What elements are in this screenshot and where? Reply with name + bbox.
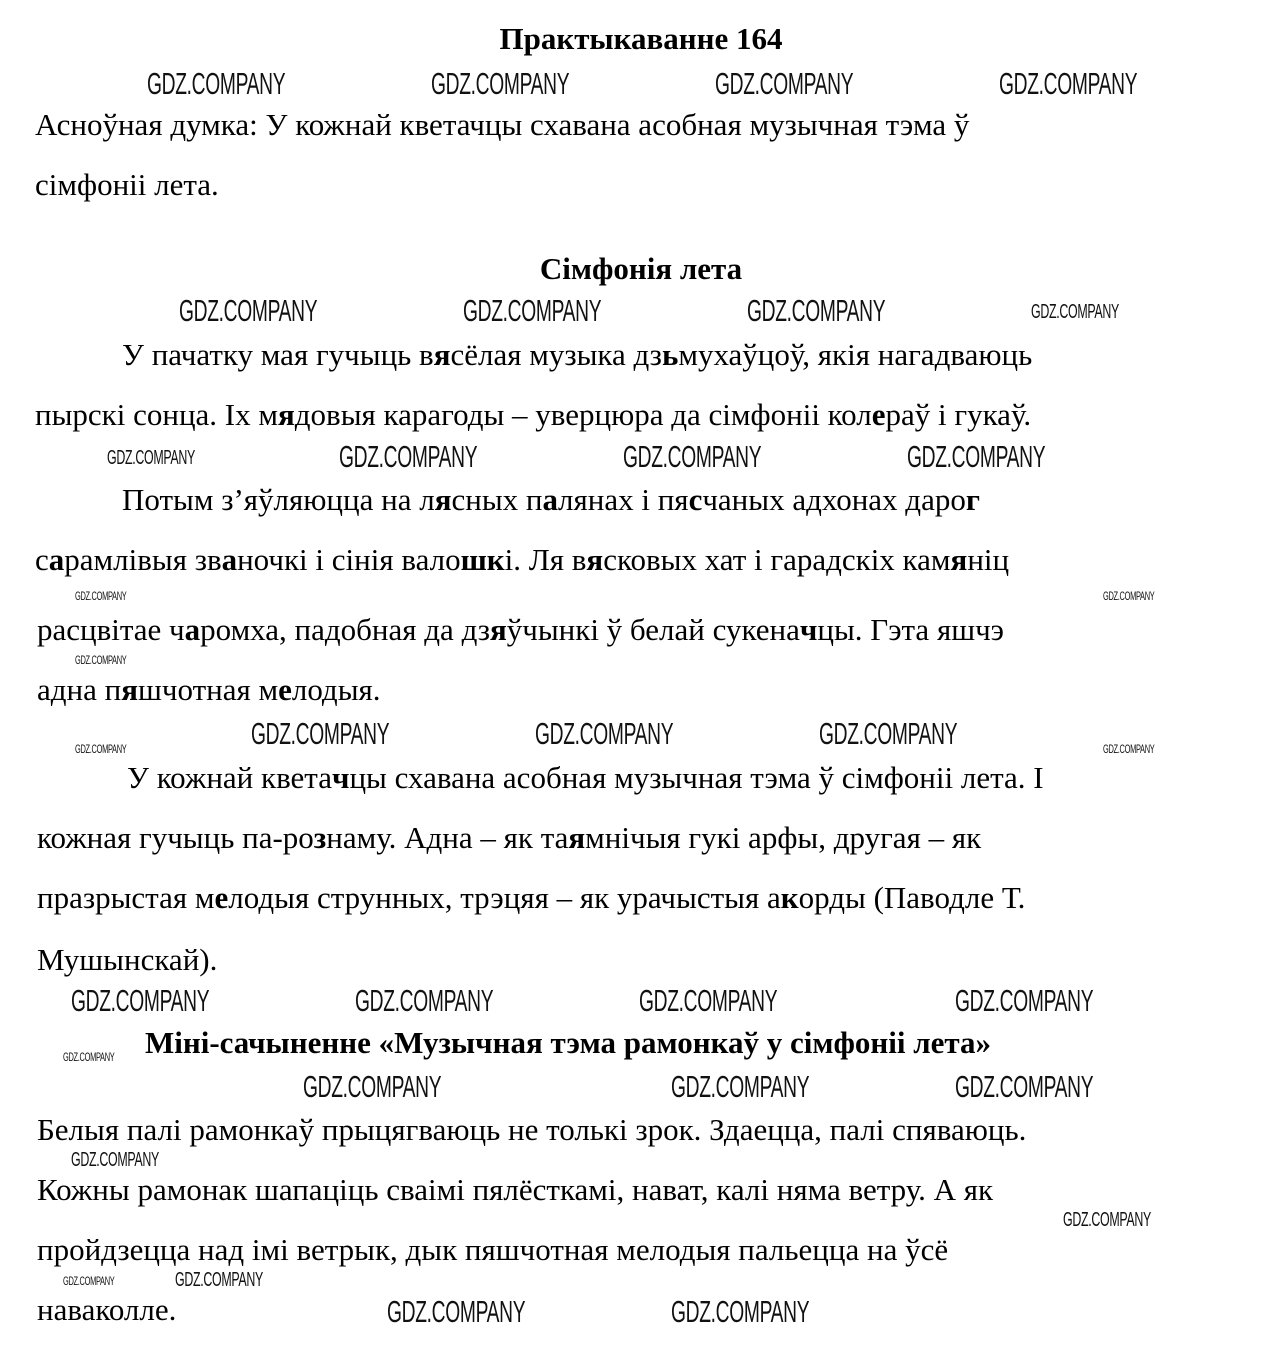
watermark-text: GDZ.COMPANY bbox=[715, 66, 854, 101]
watermark-text: GDZ.COMPANY bbox=[71, 983, 210, 1018]
highlighted-letter: я bbox=[586, 542, 604, 577]
highlighted-letter: е bbox=[278, 672, 292, 707]
essay-line: Кожны рамонак шапаціць сваімі пялёсткамі, нават, калі няма ветру. А як bbox=[37, 1172, 994, 1207]
highlighted-letter: е bbox=[214, 880, 229, 915]
watermark-text: GDZ.COMPANY bbox=[535, 716, 674, 751]
highlighted-letter: з bbox=[313, 820, 327, 855]
watermark-text: GDZ.COMPANY bbox=[819, 716, 958, 751]
watermark-text: GDZ.COMPANY bbox=[251, 716, 390, 751]
watermark-text: GDZ.COMPANY bbox=[387, 1294, 526, 1329]
watermark-text: GDZ.COMPANY bbox=[907, 439, 1046, 474]
watermark-text: GDZ.COMPANY bbox=[71, 1149, 159, 1171]
text-title: Сімфонія лета bbox=[539, 251, 743, 286]
watermark-text: GDZ.COMPANY bbox=[75, 589, 127, 603]
watermark-text: GDZ.COMPANY bbox=[75, 653, 127, 667]
watermark-text: GDZ.COMPANY bbox=[63, 1274, 115, 1288]
highlighted-letter: с bbox=[688, 482, 703, 517]
main-idea-line: Асноўная думка: У кожнай кветачцы схавана асобная музычная тэма ў bbox=[35, 107, 970, 142]
highlighted-letter: а bbox=[184, 612, 201, 647]
text-line: кожная гучыць па-рознаму. Адна – як таямнічыя гукі арфы, другая – як bbox=[37, 820, 982, 855]
text-line: У кожнай кветачцы схавана асобная музычная тэма ў сімфоніі лета. І bbox=[127, 760, 1044, 795]
watermark-text: GDZ.COMPANY bbox=[999, 66, 1138, 101]
watermark-text: GDZ.COMPANY bbox=[179, 293, 318, 328]
highlighted-letter: я bbox=[950, 542, 968, 577]
watermark-text: GDZ.COMPANY bbox=[147, 66, 286, 101]
text-line: Потым з’яўляюцца на лясных палянах і пясчаных адхонах дарог bbox=[122, 482, 980, 517]
highlighted-letter: шк bbox=[460, 542, 505, 577]
highlighted-letter: я bbox=[568, 820, 586, 855]
watermark-text: GDZ.COMPANY bbox=[1103, 589, 1155, 603]
watermark-text: GDZ.COMPANY bbox=[355, 983, 494, 1018]
essay-line: Белыя палі рамонкаў прыцягваюць не толькі зрок. Здаецца, палі спяваюць. bbox=[37, 1112, 1027, 1147]
watermark-text: GDZ.COMPANY bbox=[1031, 301, 1119, 323]
watermark-text: GDZ.COMPANY bbox=[175, 1269, 263, 1291]
exercise-title: Практыкаванне 164 bbox=[499, 21, 783, 56]
main-idea-line: сімфоніі лета. bbox=[35, 167, 219, 202]
highlighted-letter: я bbox=[489, 612, 507, 647]
watermark-text: GDZ.COMPANY bbox=[75, 742, 127, 756]
text-line: расцвітае чаромха, падобная да дзяўчынкі ў белай сукеначцы. Гэта яшчэ bbox=[37, 612, 1004, 647]
watermark-text: GDZ.COMPANY bbox=[1103, 742, 1155, 756]
essay-line: пройдзецца над імі ветрык, дык пяшчотная мелодыя пальецца на ўсё bbox=[37, 1232, 949, 1267]
highlighted-letter: а bbox=[221, 542, 238, 577]
highlighted-letter: а bbox=[542, 482, 559, 517]
text-line: адна пяшчотная мелодыя. bbox=[37, 672, 381, 707]
watermark-text: GDZ.COMPANY bbox=[955, 1069, 1094, 1104]
highlighted-letter: я bbox=[278, 397, 295, 432]
watermark-text: GDZ.COMPANY bbox=[339, 439, 478, 474]
essay-title: Міні-сачыненне «Музычная тэма рамонкаў у сімфоніі лета» bbox=[145, 1025, 991, 1060]
highlighted-letter: к bbox=[780, 880, 799, 915]
watermark-text: GDZ.COMPANY bbox=[303, 1069, 442, 1104]
highlighted-letter: ч bbox=[331, 760, 350, 795]
highlighted-letter: ь bbox=[661, 337, 679, 372]
text-line: празрыстая мелодыя струнных, трэцяя – як урачыстыя акорды (Паводле Т. bbox=[37, 880, 1026, 915]
watermark-text: GDZ.COMPANY bbox=[671, 1294, 810, 1329]
watermark-text: GDZ.COMPANY bbox=[463, 293, 602, 328]
highlighted-letter: ч bbox=[799, 612, 818, 647]
watermark-text: GDZ.COMPANY bbox=[671, 1069, 810, 1104]
watermark-text: GDZ.COMPANY bbox=[107, 447, 195, 469]
highlighted-letter: г bbox=[965, 482, 980, 517]
watermark-text: GDZ.COMPANY bbox=[623, 439, 762, 474]
watermark-text: GDZ.COMPANY bbox=[1063, 1209, 1151, 1231]
highlighted-letter: я bbox=[433, 337, 451, 372]
watermark-text: GDZ.COMPANY bbox=[747, 293, 886, 328]
text-line: сарамлівыя званочкі і сінія валошкі. Ля вясковых хат і гарадскіх камяніц bbox=[35, 542, 1010, 577]
text-line: пырскі сонца. Іх мядовыя карагоды – уверцюра да сімфоніі колераў і гукаў. bbox=[35, 397, 1032, 432]
text-line: У пачатку мая гучыць вясёлая музыка дзьмухаўцоў, якія нагадваюць bbox=[122, 337, 1033, 372]
watermark-text: GDZ.COMPANY bbox=[639, 983, 778, 1018]
highlighted-letter: е bbox=[871, 397, 886, 432]
watermark-text: GDZ.COMPANY bbox=[955, 983, 1094, 1018]
highlighted-letter: а bbox=[48, 542, 65, 577]
watermark-text: GDZ.COMPANY bbox=[431, 66, 570, 101]
highlighted-letter: я bbox=[434, 482, 452, 517]
watermark-text: GDZ.COMPANY bbox=[63, 1050, 115, 1064]
essay-line: наваколле. bbox=[37, 1292, 177, 1327]
highlighted-letter: я bbox=[121, 672, 139, 707]
text-line: Мушынскай). bbox=[37, 942, 218, 977]
